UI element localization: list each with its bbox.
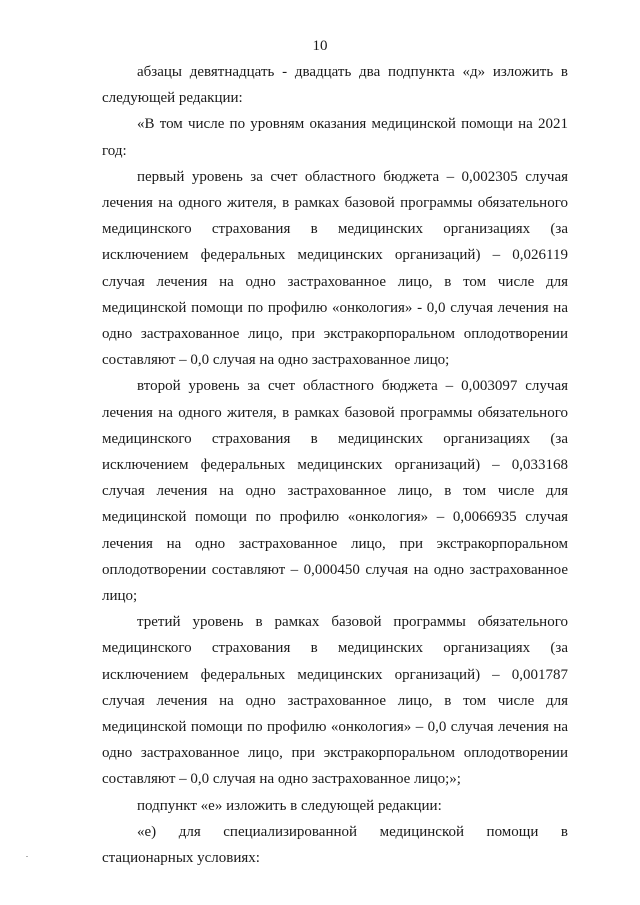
page-number: 10 [312,38,328,54]
paragraph-second-level: второй уровень за счет областного бюджета – 0,003097 случая лечения на одного жителя, в рамках базовой программы обязательного медицинского страхования в медицинских организациях (за исключением федеральных медицинских организаций) – 0,033168 случая лечения на одно застрахованное лицо, в том числе для медицинской помощи по профилю «онкология» – 0,0066935 случая лечения на одно застрахованное лицо, при экстракорпоральном оплодотворении составляют – 0,000450 случая на одно застрахованное лицо; [102,378,568,605]
paragraph-levels-intro: «В том числе по уровням оказания медицинской помощи на 2021 год: [102,116,568,159]
paragraph-amendment-intro: абзацы девятнадцать - двадцать два подпункта «д» изложить в следующей редакции: [102,64,568,107]
scan-speck [26,856,28,857]
paragraph-third-level: третий уровень в рамках базовой программы обязательного медицинского страхования в медицинских организациях (за исключением федеральных медицинских организаций) – 0,001787 случая лечения на одно застрахованное лицо, в том числе для медицинской помощи по профилю «онкология» – 0,0 случая лечения на одно застрахованное лицо, при экстракорпоральном оплодотворении составляют – 0,0 случая на одно застрахованное лицо;»; [102,614,568,788]
document-body [102,59,568,871]
paragraph-subpoint-e-intro: подпункт «е» изложить в следующей редакции: [137,797,442,814]
paragraph-subpoint-e: «е) для специализированной медицинской помощи в стационарных условиях: [102,823,568,867]
paragraph-first-level: первый уровень за счет областного бюджета – 0,002305 случая лечения на одного жителя, в рамках базовой программы обязательного медицинского страхования в медицинских организациях (за исключением федеральных медицинских организаций) – 0,026119 случая лечения на одно застрахованное лицо, в том числе для медицинской помощи по профилю «онкология» - 0,0 случая лечения на одно застрахованное лицо, при экстракорпоральном оплодотворении составляют – 0,0 случая на одно застрахованное лицо; [102,168,568,369]
